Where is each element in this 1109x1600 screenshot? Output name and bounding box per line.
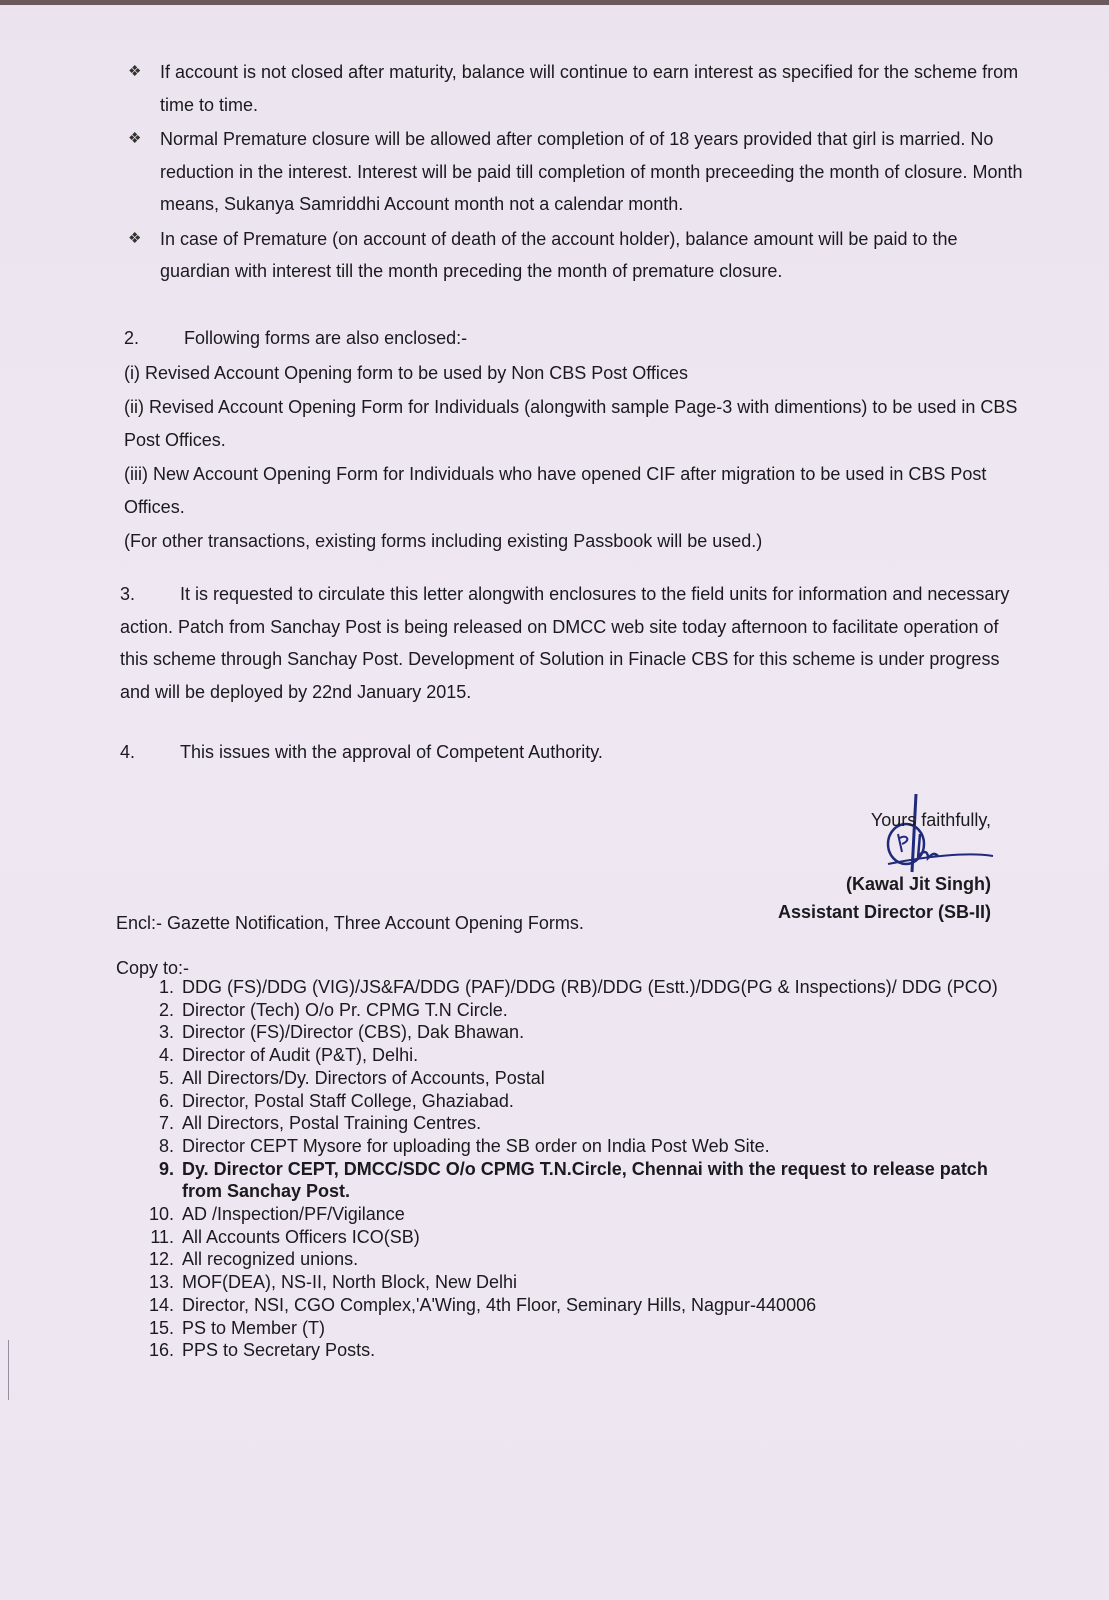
list-item: 3. Director (FS)/Director (CBS), Dak Bhawan. xyxy=(158,1022,525,1043)
bullet-text: Normal Premature closure will be allowed after completion of of 18 years provided that girl is married. No reduction in the interest. Interest will be paid till completion of month preceeding the month of closure. Month means, Sukanya Samriddhi Account month not a calendar month. xyxy=(160,129,1023,214)
bullet-item xyxy=(128,56,1024,121)
list-item: 12. All recognized unions. xyxy=(148,1249,359,1270)
bullet-text: In case of Premature (on account of death of the account holder), balance amount will be paid to the guardian with interest till the month preceding the month of premature closure. xyxy=(160,228,958,281)
diamond-bullet-icon: ❖ xyxy=(128,229,142,247)
section-4 xyxy=(120,736,1016,769)
signatory-title: Assistant Director (SB-II) xyxy=(777,902,991,922)
section-number: 4. xyxy=(120,742,136,762)
enclosed-form-item: (iii) New Account Opening Form for Individuals who have opened CIF after migration to be used in CBS Post Offices. xyxy=(124,464,987,517)
list-item: 16. PPS to Secretary Posts. xyxy=(148,1340,376,1361)
signatory-name: (Kawal Jit Singh) xyxy=(845,874,991,894)
section-text: It is requested to circulate this letter alongwith enclosures to the field units for information and necessary action. Patch from Sanchay Post is being released on DMCC web site today afternoon to facilitate operation of this scheme through Sanchay Post. Development of Solution in Finacle CBS for this scheme is under progress and will be deployed by 22nd January 2015. xyxy=(120,584,1010,702)
list-item: 14. Director, NSI, CGO Complex,'A'Wing, 4th Floor, Seminary Hills, Nagpur-440006 xyxy=(148,1294,817,1315)
section-3 xyxy=(120,578,1016,708)
section-number: 2. xyxy=(124,328,140,348)
diamond-bullet-icon: ❖ xyxy=(128,130,142,147)
section-text: This issues with the approval of Competent Authority. xyxy=(180,742,603,762)
page-top-edge xyxy=(0,0,1109,5)
enclosed-form-item: (ii) Revised Account Opening Form for Individuals (alongwith sample Page-3 with dimentions) to be used in CBS Post Offices. xyxy=(124,397,1018,450)
section-heading: Following forms are also enclosed:- xyxy=(184,328,468,348)
bullet-text: If account is not closed after maturity, balance will continue to earn interest as specified for the scheme from time to time. xyxy=(160,62,1019,115)
list-item: 7. All Directors, Postal Training Centres. xyxy=(158,1113,482,1134)
salutation: Yours faithfully, xyxy=(870,810,991,830)
section-2-heading xyxy=(124,322,1020,355)
enclosure-line: Encl:- Gazette Notification, Three Account Opening Forms. xyxy=(116,913,584,933)
list-item: 11. All Accounts Officers ICO(SB) xyxy=(150,1226,420,1247)
margin-mark xyxy=(8,1340,9,1400)
bullet-list xyxy=(128,56,1024,290)
list-item: 15. PS to Member (T) xyxy=(148,1317,326,1338)
list-item: 5. All Directors/Dy. Directors of Accounts, Postal xyxy=(158,1067,545,1088)
section-number: 3. xyxy=(120,584,136,604)
list-item: 6. Director, Postal Staff College, Ghaziabad. xyxy=(158,1090,514,1111)
copy-to-list xyxy=(142,976,1022,1362)
list-item: 8. Director CEPT Mysore for uploading the SB order on India Post Web Site. xyxy=(158,1135,770,1156)
section-2 xyxy=(124,322,1020,558)
list-item: 13. MOF(DEA), NS-II, North Block, New Delhi xyxy=(148,1272,518,1293)
list-item: 10. AD /Inspection/PF/Vigilance xyxy=(148,1204,405,1225)
list-item: 2. Director (Tech) O/o Pr. CPMG T.N Circle. xyxy=(158,999,508,1020)
list-item: 9. Dy. Director CEPT, DMCC/SDC O/o CPMG T.N.Circle, Chennai with the request to release patch from Sanchay Post. xyxy=(158,1158,988,1202)
copy-to-label: Copy to:- xyxy=(116,958,190,978)
bullet-item xyxy=(128,123,1024,221)
closing-block xyxy=(778,806,991,926)
enclosed-form-item: (i) Revised Account Opening form to be used by Non CBS Post Offices xyxy=(124,362,688,383)
list-item: 1. DDG (FS)/DDG (VIG)/JS&FA/DDG (PAF)/DDG (RB)/DDG (Estt.)/DDG(PG & Inspections)/ DDG (PCO) xyxy=(158,977,998,997)
list-item: 4. Director of Audit (P&T), Delhi. xyxy=(158,1045,419,1066)
diamond-bullet-icon: ❖ xyxy=(128,63,142,80)
enclosed-form-note: (For other transactions, existing forms including existing Passbook will be used.) xyxy=(124,531,763,551)
bullet-item xyxy=(128,223,1024,288)
